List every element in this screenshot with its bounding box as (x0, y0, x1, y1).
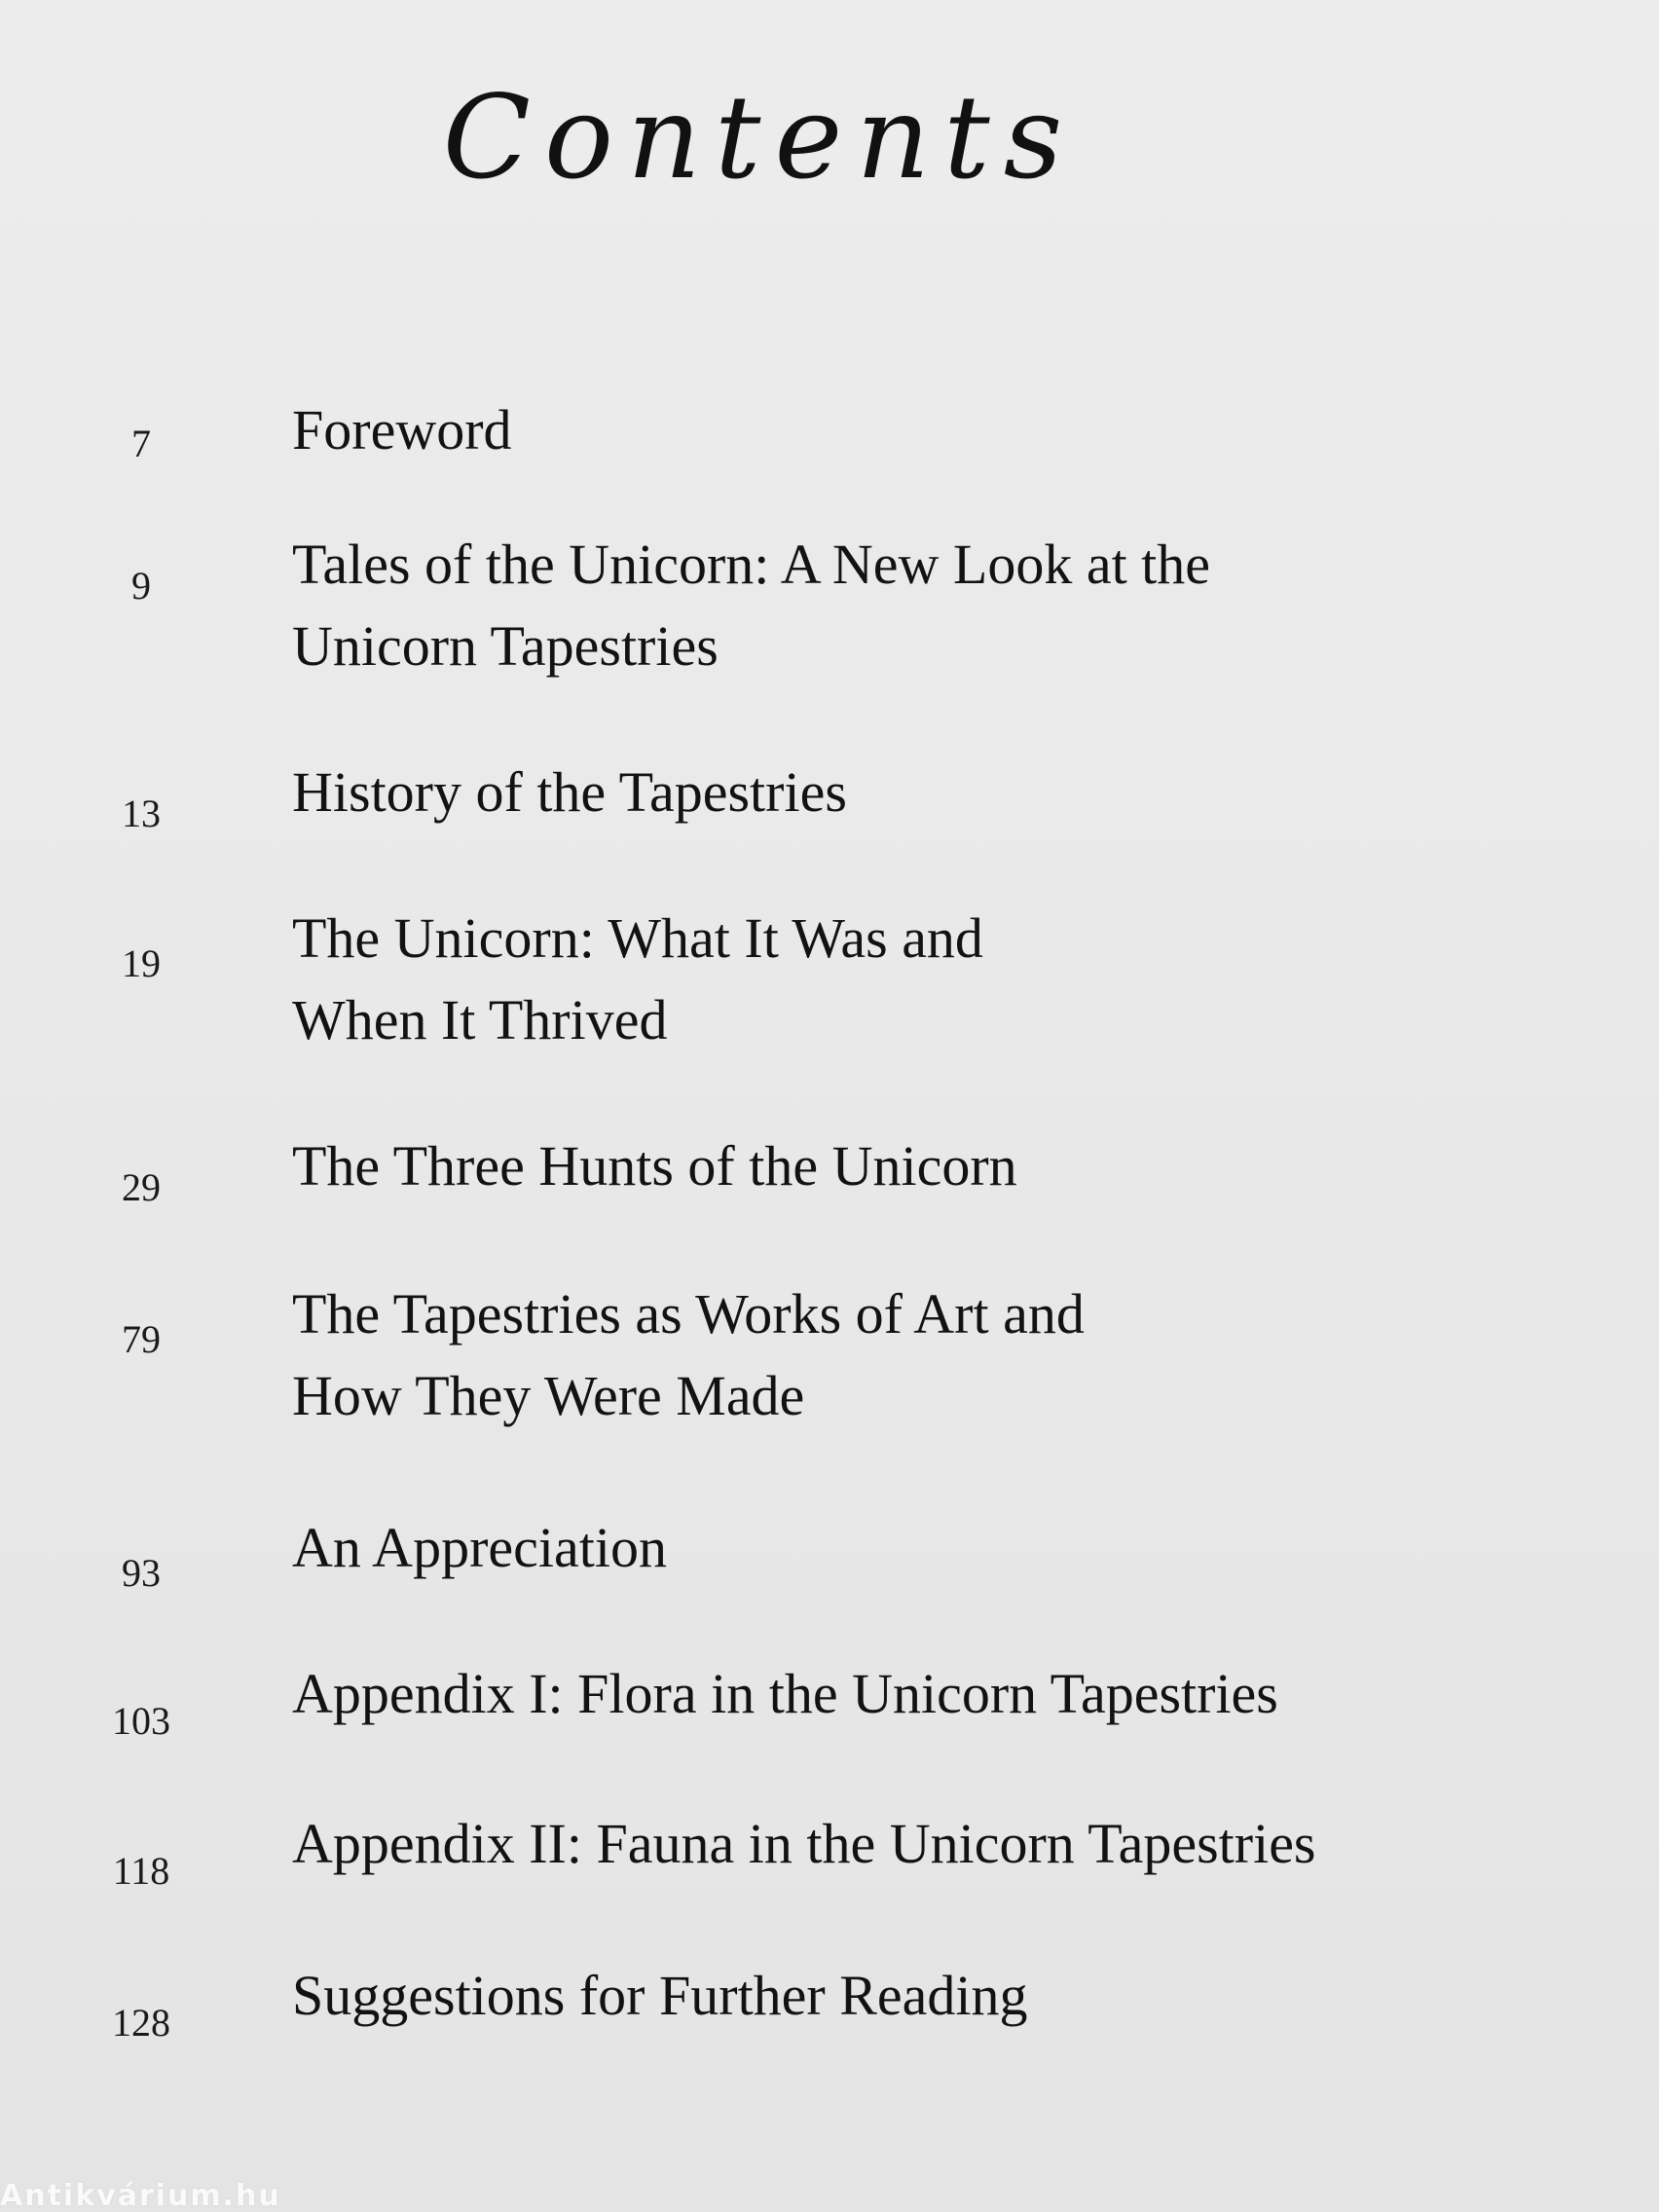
entry-title (292, 1803, 1558, 1885)
page-number: 13 (122, 792, 161, 835)
page-title: Contents (442, 70, 1077, 204)
entry-title (292, 898, 1558, 1061)
entry-title-line: The Tapestries as Works of Art and (292, 1282, 1085, 1346)
entry-title (292, 1125, 1558, 1207)
page-number: 103 (112, 1699, 170, 1743)
entry-title-line: Suggestions for Further Reading (292, 1964, 1028, 2027)
entry-title-line: The Unicorn: What It Was and (292, 906, 983, 970)
entry-title (292, 524, 1558, 687)
entry-title (292, 389, 1558, 471)
page-number: 7 (131, 422, 151, 465)
page-number: 79 (122, 1317, 161, 1361)
entry-title-line: Appendix I: Flora in the Unicorn Tapestries (292, 1662, 1278, 1725)
entry-title-line: History of the Tapestries (292, 760, 847, 824)
entry-title (292, 752, 1558, 833)
entry-title-line: Tales of the Unicorn: A New Look at the (292, 533, 1211, 596)
entry-title-line: When It Thrived (292, 988, 668, 1051)
entry-title (292, 1507, 1558, 1589)
entry-title (292, 1273, 1558, 1437)
page-number: 9 (131, 564, 151, 608)
entry-title-line: Unicorn Tapestries (292, 614, 719, 678)
page-number: 93 (122, 1551, 161, 1595)
entry-title-line: Appendix II: Fauna in the Unicorn Tapestries (292, 1812, 1316, 1875)
entry-title-line: An Appreciation (292, 1516, 667, 1579)
entry-title-line: The Three Hunts of the Unicorn (292, 1134, 1017, 1198)
entry-title-line: Foreword (292, 398, 512, 461)
entry-title (292, 1653, 1558, 1735)
page-number: 118 (112, 1849, 170, 1893)
entry-title-line: How They Were Made (292, 1364, 805, 1427)
page-number: 29 (122, 1165, 161, 1209)
page-number: 19 (122, 941, 161, 985)
page-number: 128 (112, 2001, 170, 2045)
entry-title (292, 1955, 1558, 2037)
watermark: Antikvárium.hu (0, 2179, 281, 2212)
